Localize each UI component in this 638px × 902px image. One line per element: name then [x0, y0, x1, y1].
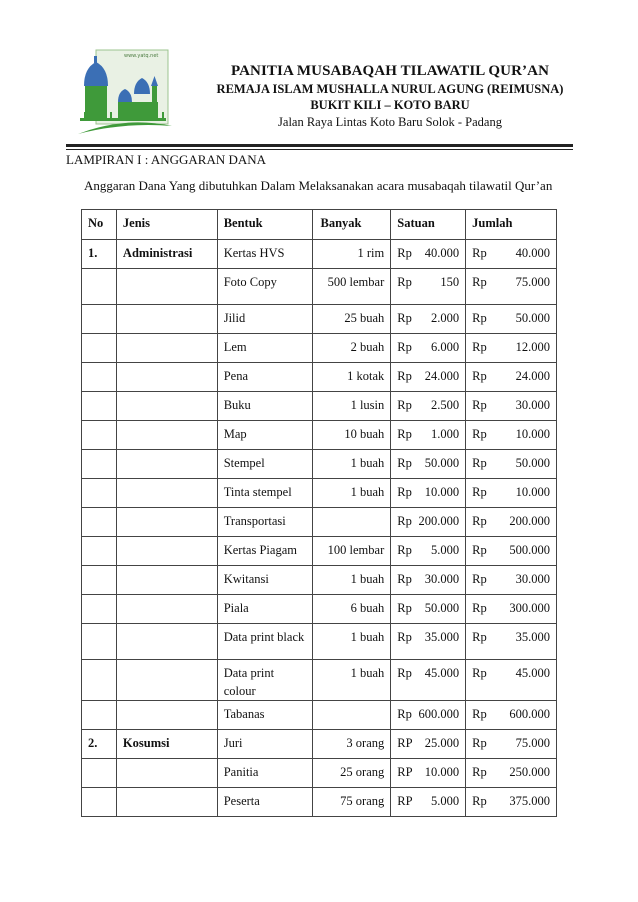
table-header-row — [82, 210, 557, 240]
table-row — [82, 730, 557, 759]
cell-banyak: 1 buah — [312, 660, 391, 701]
jumlah-currency: Rp — [472, 369, 487, 383]
cell-satuan — [391, 759, 466, 788]
satuan-currency: RP — [397, 765, 413, 779]
cell-no: 1. — [82, 240, 117, 269]
cell-jenis — [116, 363, 217, 392]
table-row — [82, 392, 557, 421]
cell-banyak: 1 buah — [312, 450, 391, 479]
cell-bentuk: Buku — [217, 392, 312, 421]
cell-banyak: 1 rim — [312, 240, 391, 269]
cell-satuan — [391, 788, 466, 817]
cell-jumlah — [466, 305, 557, 334]
header-no: No — [82, 210, 117, 240]
cell-bentuk: Tinta stempel — [217, 479, 312, 508]
cell-jumlah — [466, 759, 557, 788]
satuan-currency: Rp — [397, 572, 412, 586]
cell-jumlah — [466, 363, 557, 392]
jumlah-currency: Rp — [472, 765, 487, 779]
cell-bentuk: Lem — [217, 334, 312, 363]
cell-jenis — [116, 788, 217, 817]
cell-no — [82, 479, 117, 508]
cell-jumlah — [466, 269, 557, 305]
satuan-value: 200.000 — [418, 514, 460, 528]
cell-bentuk: Juri — [217, 730, 312, 759]
jumlah-value: 10.000 — [515, 485, 550, 499]
cell-satuan — [391, 421, 466, 450]
satuan-value: 150 — [440, 275, 460, 289]
cell-no — [82, 305, 117, 334]
cell-no — [82, 508, 117, 537]
cell-bentuk: Map — [217, 421, 312, 450]
satuan-value: 2.500 — [431, 398, 460, 412]
cell-jumlah — [466, 660, 557, 701]
cell-jenis — [116, 269, 217, 305]
jumlah-currency: Rp — [472, 246, 487, 260]
jumlah-currency: Rp — [472, 514, 487, 528]
cell-jenis — [116, 450, 217, 479]
cell-jenis — [116, 566, 217, 595]
cell-satuan — [391, 305, 466, 334]
cell-bentuk: Kwitansi — [217, 566, 312, 595]
header-banyak: Banyak — [312, 210, 391, 240]
committee-title: PANITIA MUSABAQAH TILAWATIL QUR’AN — [230, 63, 550, 79]
jumlah-value: 45.000 — [515, 666, 550, 680]
jumlah-currency: Rp — [472, 398, 487, 412]
header-jenis: Jenis — [116, 210, 217, 240]
mosque-logo — [74, 46, 176, 138]
satuan-currency: RP — [397, 736, 413, 750]
satuan-currency: Rp — [397, 485, 412, 499]
jumlah-value: 40.000 — [515, 246, 550, 260]
cell-bentuk: Pena — [217, 363, 312, 392]
table-row — [82, 305, 557, 334]
cell-satuan — [391, 363, 466, 392]
cell-banyak: 500 lembar — [312, 269, 391, 305]
satuan-currency: Rp — [397, 707, 412, 721]
jumlah-currency: Rp — [472, 736, 487, 750]
cell-no — [82, 363, 117, 392]
cell-jenis — [116, 392, 217, 421]
cell-no — [82, 269, 117, 305]
jumlah-value: 35.000 — [515, 630, 550, 644]
cell-jenis: Administrasi — [116, 240, 217, 269]
jumlah-value: 250.000 — [509, 765, 550, 779]
cell-jumlah — [466, 334, 557, 363]
cell-jumlah — [466, 240, 557, 269]
attachment-heading: LAMPIRAN I : ANGGARAN DANA — [66, 152, 267, 167]
table-row — [82, 660, 557, 701]
cell-jenis — [116, 624, 217, 660]
satuan-value: 45.000 — [424, 666, 460, 680]
cell-bentuk: Kertas Piagam — [217, 537, 312, 566]
jumlah-value: 75.000 — [515, 736, 550, 750]
cell-satuan — [391, 508, 466, 537]
cell-jenis — [116, 759, 217, 788]
satuan-value: 40.000 — [424, 246, 460, 260]
cell-jenis — [116, 701, 217, 730]
satuan-currency: Rp — [397, 246, 412, 260]
cell-satuan — [391, 479, 466, 508]
cell-jumlah — [466, 450, 557, 479]
jumlah-value: 600.000 — [509, 707, 550, 721]
table-row — [82, 269, 557, 305]
table-row — [82, 624, 557, 660]
satuan-currency: RP — [397, 794, 413, 808]
table-row — [82, 701, 557, 730]
jumlah-value: 50.000 — [515, 311, 550, 325]
satuan-currency: Rp — [397, 340, 412, 354]
satuan-currency: Rp — [397, 398, 412, 412]
cell-banyak: 25 buah — [312, 305, 391, 334]
cell-no — [82, 660, 117, 701]
cell-jumlah — [466, 421, 557, 450]
cell-banyak: 1 buah — [312, 479, 391, 508]
jumlah-currency: Rp — [472, 794, 487, 808]
cell-bentuk: Stempel — [217, 450, 312, 479]
table-row — [82, 240, 557, 269]
jumlah-currency: Rp — [472, 601, 487, 615]
table-row — [82, 595, 557, 624]
satuan-value: 1.000 — [431, 427, 460, 441]
cell-bentuk: Data print colour — [217, 660, 312, 701]
satuan-value: 600.000 — [418, 707, 460, 721]
jumlah-value: 50.000 — [515, 456, 550, 470]
cell-satuan — [391, 701, 466, 730]
satuan-value: 50.000 — [424, 601, 460, 615]
cell-banyak: 1 buah — [312, 624, 391, 660]
satuan-value: 50.000 — [424, 456, 460, 470]
cell-jumlah — [466, 595, 557, 624]
table-row — [82, 450, 557, 479]
cell-banyak: 1 kotak — [312, 363, 391, 392]
cell-banyak — [312, 508, 391, 537]
cell-banyak: 75 orang — [312, 788, 391, 817]
cell-no — [82, 537, 117, 566]
jumlah-currency: Rp — [472, 666, 487, 680]
cell-satuan — [391, 240, 466, 269]
cell-satuan — [391, 334, 466, 363]
cell-jumlah — [466, 508, 557, 537]
cell-jumlah — [466, 788, 557, 817]
cell-bentuk: Tabanas — [217, 701, 312, 730]
cell-jumlah — [466, 392, 557, 421]
jumlah-value: 10.000 — [515, 427, 550, 441]
cell-jumlah — [466, 624, 557, 660]
cell-banyak: 100 lembar — [312, 537, 391, 566]
cell-satuan — [391, 392, 466, 421]
cell-no — [82, 334, 117, 363]
cell-no: 2. — [82, 730, 117, 759]
cell-jumlah — [466, 730, 557, 759]
cell-bentuk: Jilid — [217, 305, 312, 334]
cell-satuan — [391, 450, 466, 479]
satuan-value: 25.000 — [424, 736, 460, 750]
cell-jumlah — [466, 537, 557, 566]
jumlah-value: 300.000 — [509, 601, 550, 615]
cell-satuan — [391, 660, 466, 701]
satuan-value: 10.000 — [424, 765, 460, 779]
table-row — [82, 566, 557, 595]
header-bentuk: Bentuk — [217, 210, 312, 240]
cell-banyak: 25 orang — [312, 759, 391, 788]
logo-caption: www.yatq.net — [124, 53, 159, 59]
jumlah-currency: Rp — [472, 340, 487, 354]
cell-jumlah — [466, 566, 557, 595]
budget-table — [81, 209, 557, 817]
cell-banyak: 2 buah — [312, 334, 391, 363]
cell-no — [82, 624, 117, 660]
cell-jenis — [116, 595, 217, 624]
jumlah-currency: Rp — [472, 456, 487, 470]
cell-jenis: Kosumsi — [116, 730, 217, 759]
header-satuan: Satuan — [391, 210, 466, 240]
jumlah-value: 24.000 — [515, 369, 550, 383]
satuan-value: 30.000 — [424, 572, 460, 586]
cell-banyak: 1 lusin — [312, 392, 391, 421]
satuan-value: 35.000 — [424, 630, 460, 644]
organization-address: Jalan Raya Lintas Koto Baru Solok - Padang — [278, 115, 502, 129]
satuan-value: 24.000 — [424, 369, 460, 383]
table-row — [82, 363, 557, 392]
cell-jenis — [116, 508, 217, 537]
cell-bentuk: Transportasi — [217, 508, 312, 537]
cell-satuan — [391, 269, 466, 305]
cell-bentuk: Piala — [217, 595, 312, 624]
cell-no — [82, 450, 117, 479]
satuan-value: 10.000 — [424, 485, 460, 499]
satuan-currency: Rp — [397, 666, 412, 680]
cell-no — [82, 595, 117, 624]
table-row — [82, 537, 557, 566]
satuan-currency: Rp — [397, 275, 412, 289]
cell-banyak — [312, 701, 391, 730]
cell-banyak: 3 orang — [312, 730, 391, 759]
header-divider-thin — [66, 149, 573, 150]
cell-no — [82, 421, 117, 450]
satuan-value: 6.000 — [431, 340, 460, 354]
cell-jenis — [116, 537, 217, 566]
mosque-icon — [74, 46, 176, 138]
header-divider-thick — [66, 144, 573, 147]
jumlah-currency: Rp — [472, 543, 487, 557]
organization-place: BUKIT KILI – KOTO BARU — [310, 98, 470, 112]
table-row — [82, 788, 557, 817]
cell-no — [82, 566, 117, 595]
cell-jumlah — [466, 479, 557, 508]
table-row — [82, 479, 557, 508]
jumlah-currency: Rp — [472, 311, 487, 325]
table-row — [82, 508, 557, 537]
cell-satuan — [391, 595, 466, 624]
cell-jenis — [116, 305, 217, 334]
cell-jumlah — [466, 701, 557, 730]
satuan-currency: Rp — [397, 514, 412, 528]
organization-name: REMAJA ISLAM MUSHALLA NURUL AGUNG (REIMUSNA) — [216, 82, 564, 96]
cell-jenis — [116, 660, 217, 701]
cell-bentuk: Peserta — [217, 788, 312, 817]
satuan-currency: Rp — [397, 630, 412, 644]
cell-jenis — [116, 421, 217, 450]
cell-no — [82, 392, 117, 421]
cell-no — [82, 788, 117, 817]
cell-no — [82, 701, 117, 730]
cell-bentuk: Kertas HVS — [217, 240, 312, 269]
satuan-currency: Rp — [397, 427, 412, 441]
jumlah-currency: Rp — [472, 572, 487, 586]
jumlah-value: 200.000 — [509, 514, 550, 528]
header-jumlah: Jumlah — [466, 210, 557, 240]
cell-bentuk: Data print black — [217, 624, 312, 660]
jumlah-currency: Rp — [472, 485, 487, 499]
jumlah-value: 30.000 — [515, 398, 550, 412]
jumlah-currency: Rp — [472, 707, 487, 721]
letterhead — [190, 62, 590, 131]
jumlah-value: 30.000 — [515, 572, 550, 586]
cell-satuan — [391, 566, 466, 595]
jumlah-value: 75.000 — [515, 275, 550, 289]
cell-banyak: 10 buah — [312, 421, 391, 450]
satuan-currency: Rp — [397, 369, 412, 383]
cell-no — [82, 759, 117, 788]
jumlah-currency: Rp — [472, 427, 487, 441]
cell-jenis — [116, 479, 217, 508]
cell-banyak: 6 buah — [312, 595, 391, 624]
jumlah-currency: Rp — [472, 275, 487, 289]
cell-bentuk: Foto Copy — [217, 269, 312, 305]
satuan-value: 2.000 — [431, 311, 460, 325]
intro-text: Anggaran Dana Yang dibutuhkan Dalam Melaksanakan acara musabaqah tilawatil Qur’an — [84, 178, 553, 193]
satuan-currency: Rp — [397, 601, 412, 615]
jumlah-value: 12.000 — [515, 340, 550, 354]
satuan-currency: Rp — [397, 543, 412, 557]
jumlah-currency: Rp — [472, 630, 487, 644]
satuan-currency: Rp — [397, 311, 412, 325]
cell-banyak: 1 buah — [312, 566, 391, 595]
table-row — [82, 334, 557, 363]
satuan-value: 5.000 — [431, 543, 460, 557]
satuan-currency: Rp — [397, 456, 412, 470]
cell-satuan — [391, 730, 466, 759]
cell-satuan — [391, 537, 466, 566]
jumlah-value: 375.000 — [509, 794, 550, 808]
cell-jenis — [116, 334, 217, 363]
satuan-value: 5.000 — [431, 794, 460, 808]
cell-satuan — [391, 624, 466, 660]
jumlah-value: 500.000 — [509, 543, 550, 557]
table-row — [82, 421, 557, 450]
table-row — [82, 759, 557, 788]
cell-bentuk: Panitia — [217, 759, 312, 788]
